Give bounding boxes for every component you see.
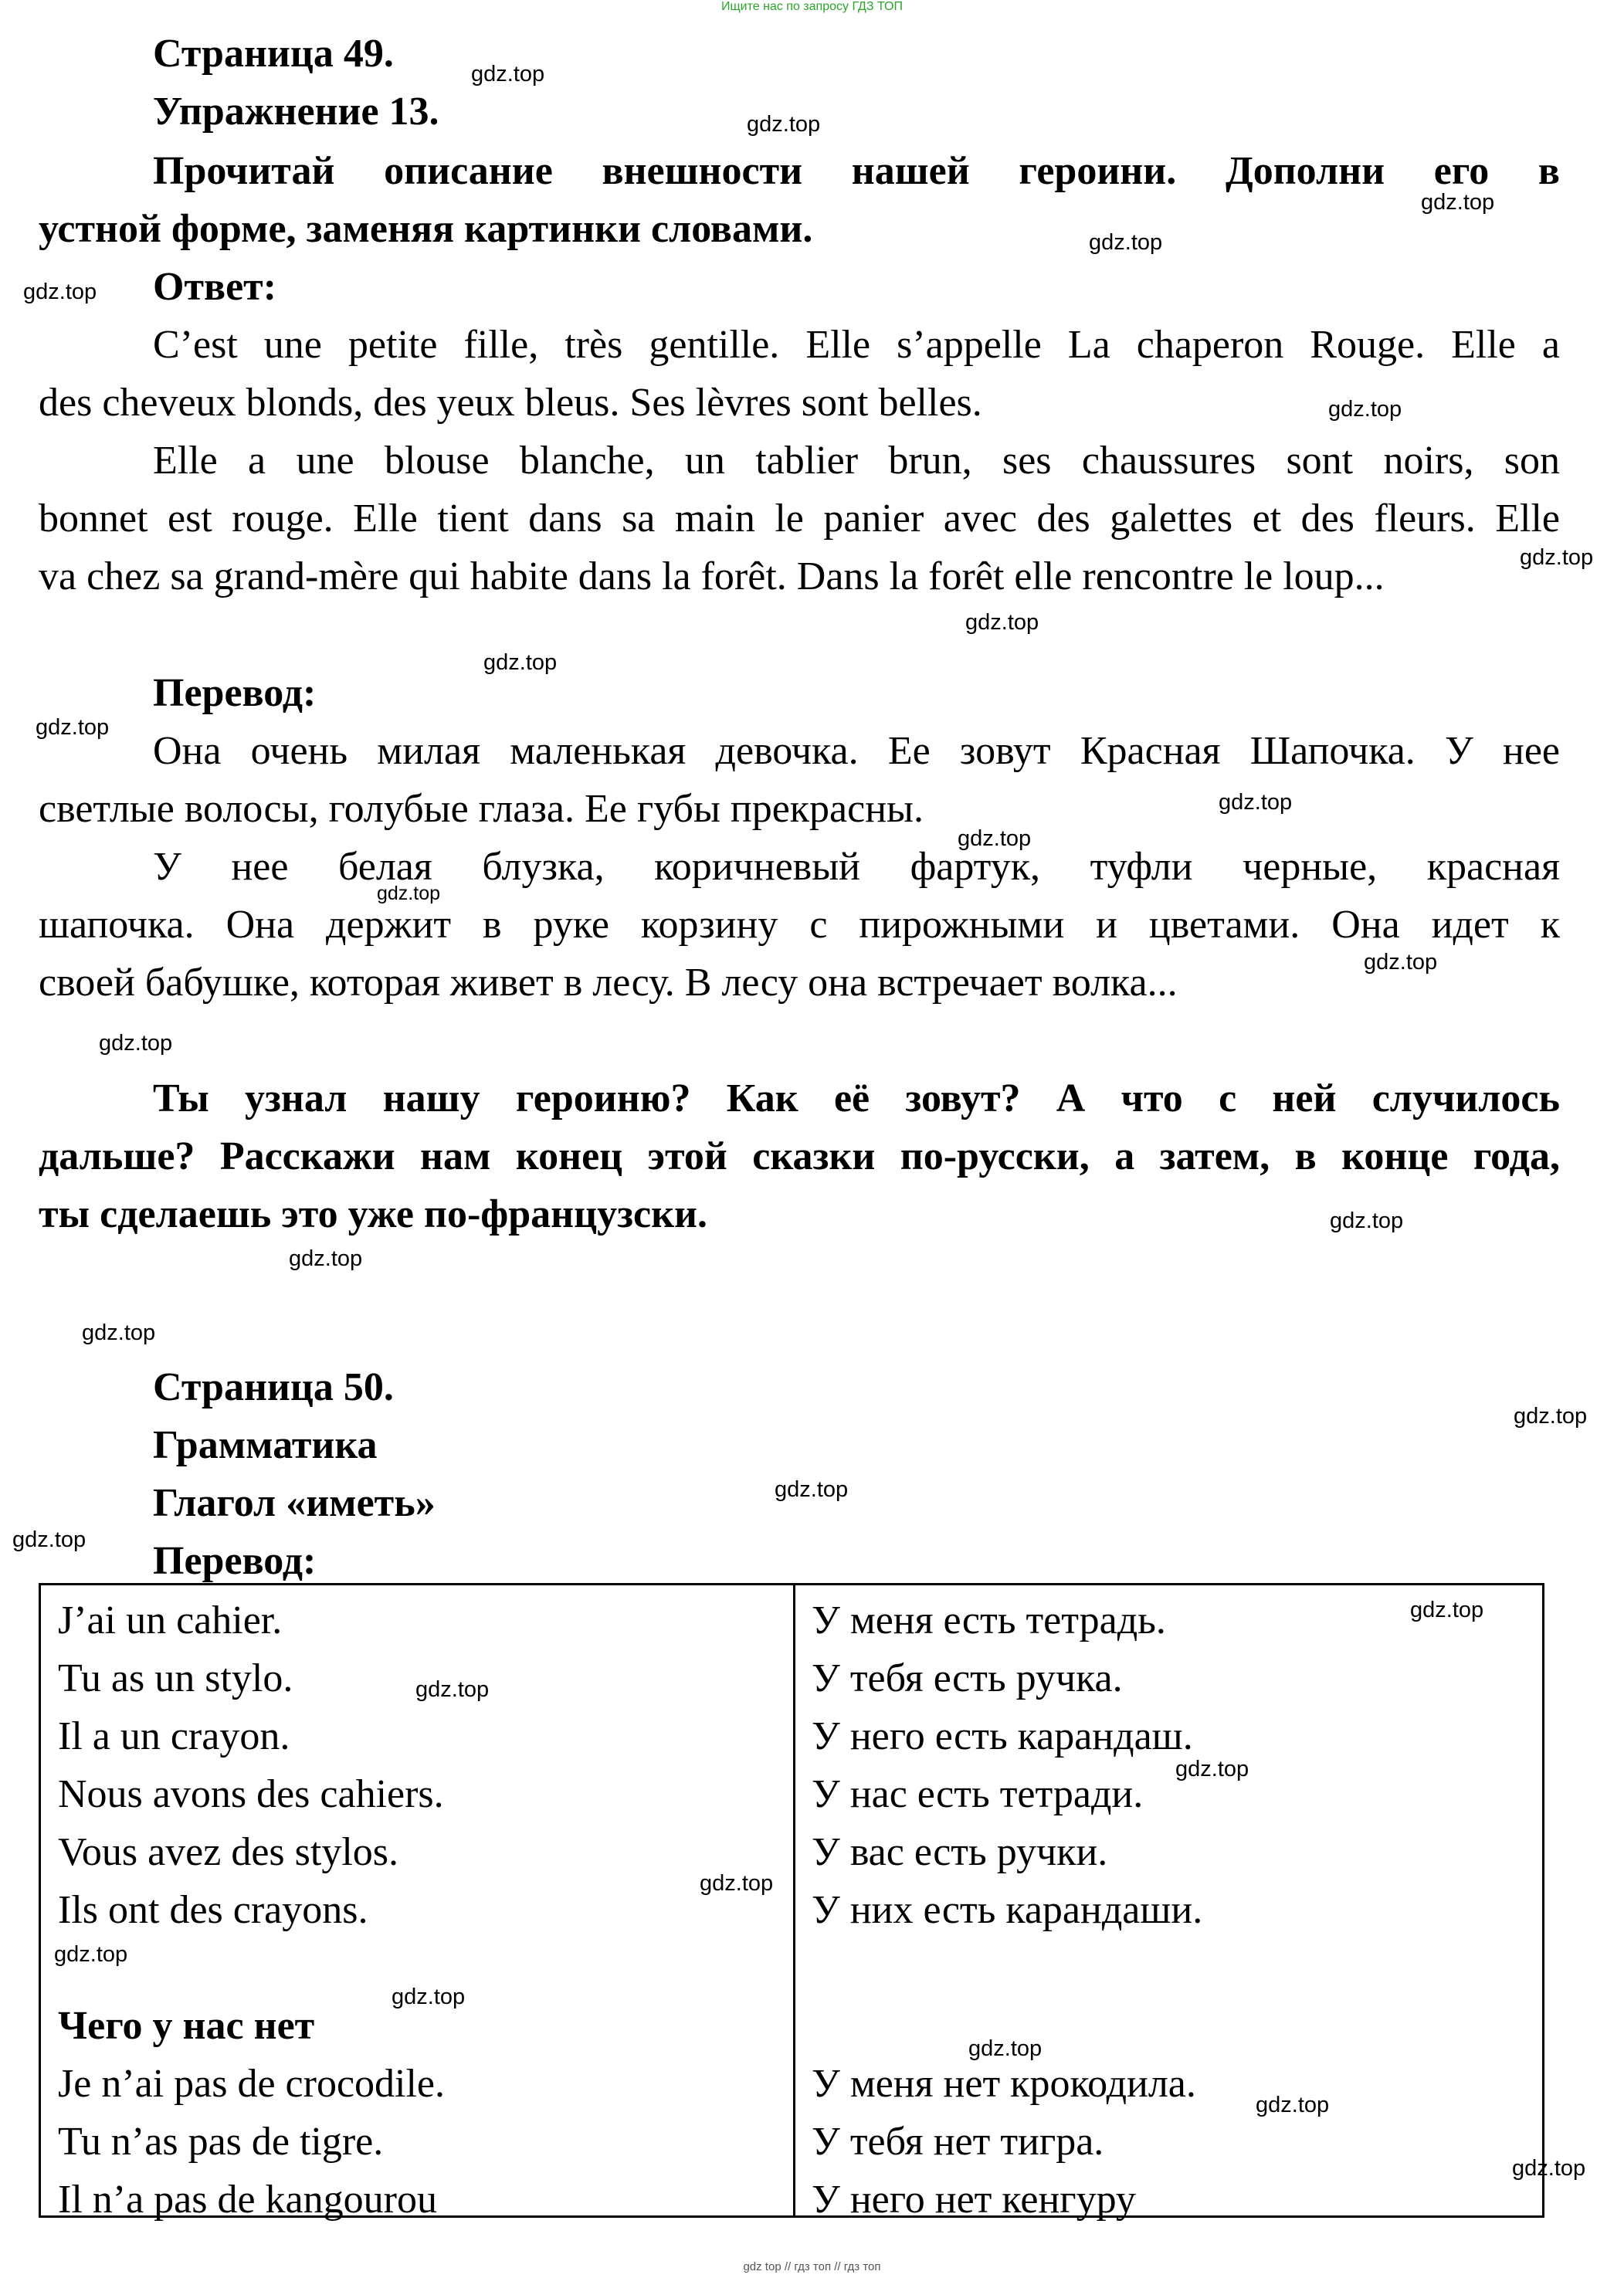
watermark: gdz.top (1364, 950, 1438, 975)
watermark: gdz.top (1514, 1404, 1588, 1429)
table-cell-ru: У меня есть тетрадь. (812, 1598, 1166, 1642)
question-line: дальше? Расскажи нам конец этой сказки по-русски, а затем, в конце года, (39, 1134, 1560, 1178)
watermark: gdz.top (1410, 1598, 1484, 1622)
answer-line: des cheveux blonds, des yeux bleus. Ses lèvres sont belles. (39, 381, 982, 425)
watermark: gdz.top (1175, 1757, 1249, 1781)
watermark: gdz.top (54, 1942, 128, 1967)
watermark: gdz.top (747, 112, 821, 137)
translation-line: своей бабушке, которая живет в лесу. В лесу она встречает волка... (39, 961, 1178, 1005)
table-cell-fr: J’ai un cahier. (58, 1598, 283, 1642)
watermark: gdz.top (377, 883, 441, 904)
answer-line: bonnet est rouge. Elle tient dans sa main le panier avec des galettes et des fleurs. Elle (39, 497, 1560, 541)
watermark: gdz.top (23, 280, 97, 304)
not-have-heading: Чего у нас нет (58, 2004, 315, 2048)
translation-line: Она очень милая маленькая девочка. Ее зовут Красная Шапочка. У нее (153, 729, 1560, 773)
exercise-13-title: Упражнение 13. (153, 90, 439, 134)
watermark: gdz.top (1328, 397, 1402, 422)
table-cell-fr: Je n’ai pas de crocodile. (58, 2062, 446, 2106)
watermark: gdz.top (392, 1985, 466, 2009)
grammar-label: Грамматика (153, 1423, 378, 1467)
answer-label: Ответ: (153, 265, 277, 309)
translation-line: У нее белая блузка, коричневый фартук, туфли черные, красная (153, 845, 1560, 889)
table-cell-fr: Il a un crayon. (58, 1714, 290, 1758)
watermark: gdz.top (958, 826, 1032, 851)
watermark: gdz.top (1330, 1208, 1404, 1233)
translation-line: шапочка. Она держит в руке корзину с пирожными и цветами. Она идет к (39, 903, 1560, 947)
watermark: gdz.top (968, 2036, 1043, 2061)
table-cell-ru: У нас есть тетради. (812, 1772, 1144, 1816)
watermark: gdz.top (1520, 545, 1594, 570)
watermark: gdz.top (289, 1246, 363, 1271)
table-cell-fr: Tu n’as pas de tigre. (58, 2120, 384, 2164)
table-cell-fr: Tu as un stylo. (58, 1656, 293, 1700)
page-49-title: Страница 49. (153, 32, 394, 76)
top-banner[interactable]: Ищите нас по запросу ГДЗ ТОП (721, 0, 903, 13)
page-50-title: Страница 50. (153, 1365, 394, 1409)
translation-label-2: Перевод: (153, 1539, 317, 1583)
watermark: gdz.top (36, 715, 110, 740)
watermark: gdz.top (483, 650, 558, 675)
table-cell-fr: Il n’a pas de kangourou (58, 2178, 437, 2222)
translation-line: светлые волосы, голубые глаза. Ее губы прекрасны. (39, 787, 924, 831)
table-cell-fr: Nous avons des cahiers. (58, 1772, 444, 1816)
answer-line: va chez sa grand-mère qui habite dans la forêt. Dans la forêt elle rencontre le loup... (39, 554, 1385, 598)
watermark: gdz.top (1089, 230, 1163, 255)
table-cell-fr: Ils ont des crayons. (58, 1888, 368, 1932)
table-cell-ru: У меня нет крокодила. (812, 2062, 1196, 2106)
watermark: gdz.top (965, 610, 1039, 635)
watermark: gdz.top (415, 1677, 490, 1702)
watermark: gdz.top (1219, 790, 1293, 815)
table-cell-ru: У него есть карандаш. (812, 1714, 1193, 1758)
watermark: gdz.top (82, 1320, 156, 1345)
watermark: gdz.top (12, 1527, 86, 1552)
task-line-2: устной форме, заменяя картинки словами. (39, 207, 813, 251)
watermark: gdz.top (471, 62, 545, 86)
answer-line: Elle a une blouse blanche, un tablier brun, ses chaussures sont noirs, son (153, 439, 1560, 483)
watermark: gdz.top (775, 1477, 849, 1502)
watermark: gdz.top (99, 1031, 173, 1056)
table-cell-ru: У них есть карандаши. (812, 1888, 1203, 1932)
table-cell-ru: У тебя есть ручка. (812, 1656, 1123, 1700)
question-line: ты сделаешь это уже по-французски. (39, 1192, 707, 1236)
bottom-banner[interactable]: gdz top // гдз топ // гдз топ (743, 2260, 881, 2273)
table-cell-ru: У тебя нет тигра. (812, 2120, 1104, 2164)
watermark: gdz.top (1256, 2093, 1330, 2117)
verb-title: Глагол «иметь» (153, 1481, 436, 1525)
conjugation-table (39, 1583, 1544, 2222)
answer-line: C’est une petite fille, très gentille. Elle s’appelle La chaperon Rouge. Elle a (153, 323, 1560, 367)
watermark: gdz.top (1421, 190, 1495, 215)
table-cell-fr: Vous avez des stylos. (58, 1830, 399, 1874)
table-cell-ru: У него нет кенгуру (812, 2178, 1136, 2222)
watermark: gdz.top (700, 1871, 774, 1896)
question-line: Ты узнал нашу героиню? Как её зовут? А что с ней случилось (153, 1076, 1560, 1120)
watermark: gdz.top (1512, 2156, 1586, 2181)
translation-label: Перевод: (153, 671, 317, 715)
table-cell-ru: У вас есть ручки. (812, 1830, 1108, 1874)
table-divider (793, 1585, 795, 2215)
task-line-1: Прочитай описание внешности нашей героини. Дополни его в (153, 149, 1560, 193)
